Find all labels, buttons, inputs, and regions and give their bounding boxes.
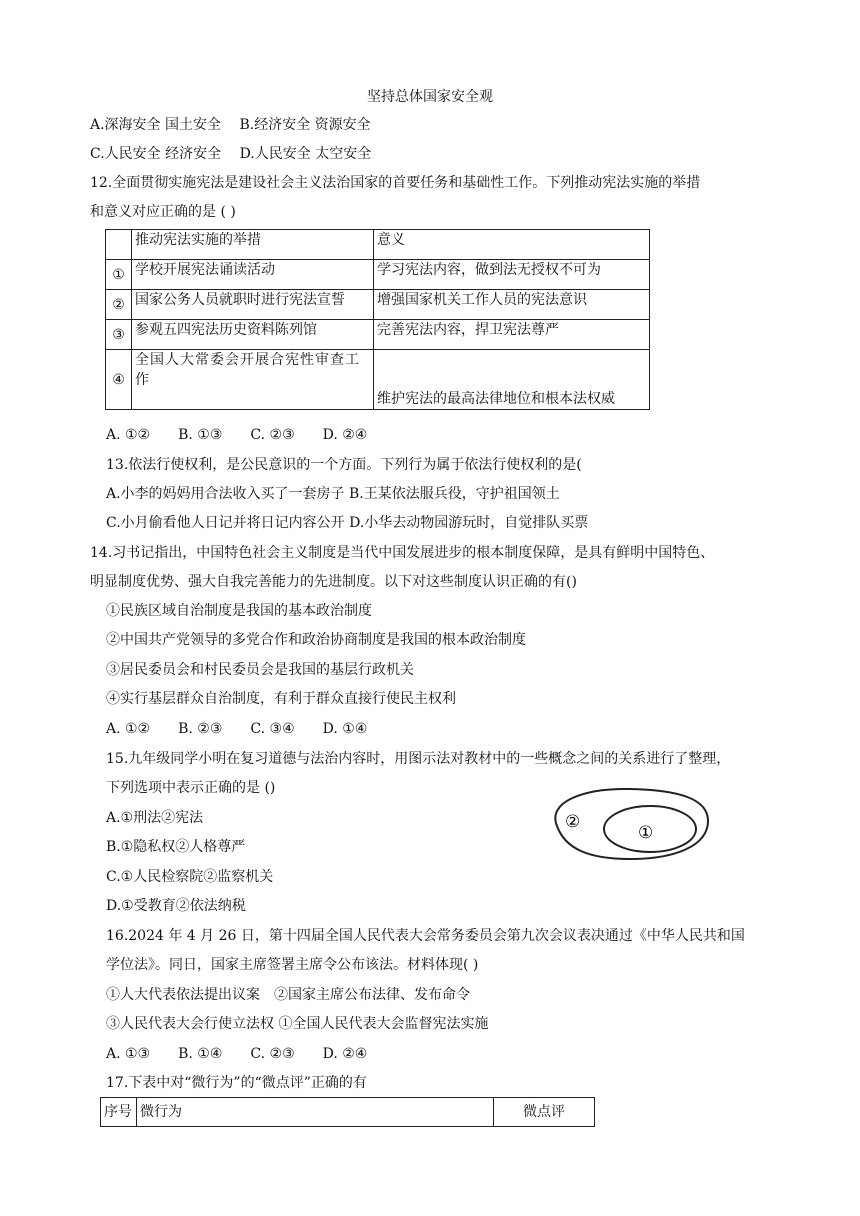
meaning-cell: 完善宪法内容，捍卫宪法尊严 xyxy=(374,320,650,350)
inner-label: ① xyxy=(638,823,654,843)
meaning-cell: 增强国家机关工作人员的宪法意识 xyxy=(374,290,650,320)
table-header-cell: 微行为 xyxy=(137,1098,494,1127)
table-header-row xyxy=(101,1098,595,1127)
measure-cell: 学校开展宪法诵读活动 xyxy=(132,260,374,290)
table-row xyxy=(106,260,650,290)
measure-line: 作 xyxy=(135,372,149,388)
q14-stem-line1: 14.习书记指出，中国特色社会主义制度是当代中国发展进步的根本制度保障，是具有鲜明中国特色、 xyxy=(90,545,715,561)
row-number: ① xyxy=(106,260,132,290)
table-header-cell xyxy=(106,230,132,260)
table-header-cell: 序号 xyxy=(101,1098,137,1127)
table-header-cell: 推动宪法实施的举措 xyxy=(132,230,374,260)
measure-cell: 国家公务人员就职时进行宪法宣誓 xyxy=(132,290,374,320)
q15-stem-line2: 下列选项中表示正确的是 () xyxy=(106,780,276,796)
q16-options: A. ①③ B. ①④ C. ②③ D. ②④ xyxy=(106,1046,368,1062)
q14-statement-4: ④实行基层群众自治制度，有利于群众直接行使民主权利 xyxy=(106,691,456,707)
q16-statements-line1: ①人大代表依法提出议案 ②国家主席公布法律、发布命令 xyxy=(106,987,470,1003)
q12-stem-line2: 和意义对应正确的是 ( ) xyxy=(90,204,236,220)
page-title: 坚持总体国家安全观 xyxy=(367,89,493,105)
table-header-row xyxy=(106,230,650,260)
q17-table xyxy=(100,1097,595,1127)
q16-statements-line2: ③人民代表大会行使立法权 ①全国人民代表大会监督宪法实施 xyxy=(106,1016,489,1032)
row-number: ④ xyxy=(106,350,132,410)
table-row xyxy=(106,350,650,410)
q17-stem: 17.下表中对“微行为”的“微点评”正确的有 xyxy=(106,1075,367,1091)
measure-line: 全国人大常委会开展合宪性审查工 xyxy=(135,352,360,368)
q13-stem: 13.依法行使权利，是公民意识的一个方面。下列行为属于依法行使权利的是( xyxy=(106,457,582,473)
table-header-cell: 微点评 xyxy=(494,1098,595,1127)
q14-statement-2: ②中国共产党领导的多党合作和政治协商制度是我国的根本政治制度 xyxy=(106,632,526,648)
q12-table xyxy=(105,229,650,410)
q13-option-line1: A.小李的妈妈用合法收入买了一套房子 B.王某依法服兵役，守护祖国领土 xyxy=(106,486,560,502)
q15-option-d: D.①受教育②依法纳税 xyxy=(106,898,246,914)
q12-stem-line1: 12.全面贯彻实施宪法是建设社会主义法治国家的首要任务和基础性工作。下列推动宪法实施的举措 xyxy=(90,175,701,191)
q16-stem-line2: 学位法》。同日，国家主席签署主席令公布该法。材料体现( ) xyxy=(106,957,479,973)
q15-stem-line1: 15.九年级同学小明在复习道德与法治内容时，用图示法对教材中的一些概念之间的关系进行了整理， xyxy=(106,751,731,767)
table-row xyxy=(106,320,650,350)
q15-option-c: C.①人民检察院②监察机关 xyxy=(106,869,274,885)
measure-cell xyxy=(132,350,374,410)
outer-label: ② xyxy=(565,812,581,832)
q15-option-b: B.①隐私权②人格尊严 xyxy=(106,839,246,855)
table-row xyxy=(106,290,650,320)
meaning-cell: 维护宪法的最高法律地位和根本法权威 xyxy=(374,350,650,410)
q14-statement-3: ③居民委员会和村民委员会是我国的基层行政机关 xyxy=(106,662,414,678)
table-header-cell: 意义 xyxy=(374,230,650,260)
row-number: ③ xyxy=(106,320,132,350)
meaning-cell: 学习宪法内容，做到法无授权不可为 xyxy=(374,260,650,290)
concept-relation-diagram xyxy=(545,784,725,864)
q15-option-a: A.①刑法②宪法 xyxy=(106,810,204,826)
row-number: ② xyxy=(106,290,132,320)
q16-stem-line1: 16.2024 年 4 月 26 日，第十四届全国人民代表大会常务委员会第九次会议表决通过《中华人民共和国 xyxy=(106,928,745,944)
q11-options-line1: A.深海安全 国土安全 B.经济安全 资源安全 xyxy=(90,117,371,133)
q13-option-line2: C.小月偷看他人日记并将日记内容公开 D.小华去动物园游玩时，自觉排队买票 xyxy=(106,515,589,531)
q14-statement-1: ①民族区域自治制度是我国的基本政治制度 xyxy=(106,603,372,619)
q12-options: A. ①② B. ①③ C. ②③ D. ②④ xyxy=(106,427,368,443)
q11-options-line2: C.人民安全 经济安全 D.人民安全 太空安全 xyxy=(90,146,372,162)
q14-options: A. ①② B. ②③ C. ③④ D. ①④ xyxy=(106,721,368,737)
measure-cell: 参观五四宪法历史资料陈列馆 xyxy=(132,320,374,350)
q14-stem-line2: 明显制度优势、强大自我完善能力的先进制度。以下对这些制度认识正确的有() xyxy=(90,574,577,590)
